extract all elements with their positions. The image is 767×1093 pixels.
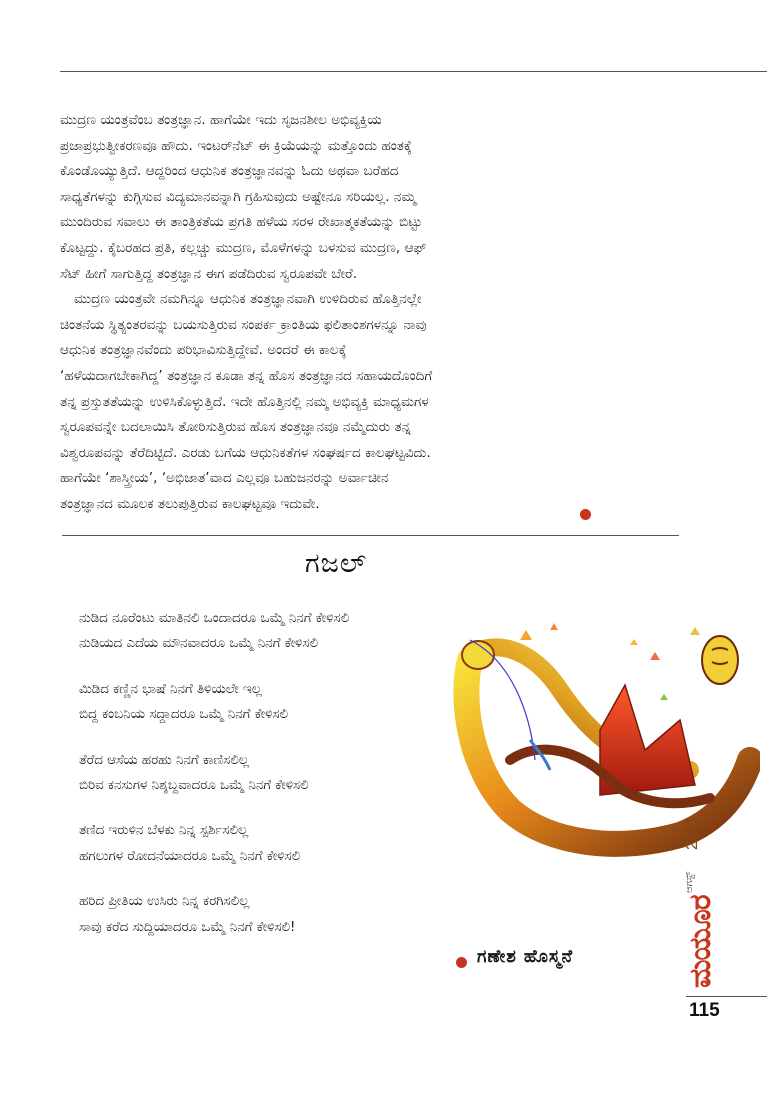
poem-line: ಸಾವು ಕರೆದ ಸುದ್ದಿಯಾದರೂ ಒಮ್ಮೆ ನಿನಗೆ ಕೇಳಿಸಲಿ! — [79, 919, 296, 935]
text-line: ಮುದ್ರಣ ಯಂತ್ರವೇ ನಮಗಿನ್ನೂ ಆಧುನಿಕ ತಂತ್ರಜ್ಞಾನವಾಗಿ ಉಳಿದಿರುವ ಹೊತ್ತಿನಲ್ಲೇ — [74, 292, 422, 308]
text-line: ವಿಶ್ವರೂಪವನ್ನು ತೆರೆದಿಟ್ಟಿದೆ. ಎರಡು ಬಗೆಯ ಆಧುನಿಕತೆಗಳ ಸಂಘರ್ಷದ ಕಾಲಘಟ್ಟವಿದು. — [60, 445, 431, 461]
illustration-leaf — [630, 639, 638, 645]
illustration-leaf — [520, 630, 532, 640]
poem-author: ಗಣೇಶ ಹೊಸ್ಮನೆ — [477, 947, 574, 967]
text-line: ಸೆಟ್ ಹೀಗೆ ಸಾಗುತ್ತಿದ್ದ ತಂತ್ರಜ್ಞಾನ ಈಗ ಪಡೆದಿರುವ ಸ್ವರೂಪವೇ ಬೇರೆ. — [60, 266, 358, 282]
text-line: ಪ್ರಜಾಪ್ರಭುತ್ವೀಕರಣವೂ ಹೌದು. ಇಂಟರ್‌ನೆಟ್ ಈ ಕ್ರಿಯೆಯನ್ನು ಮತ್ತೊಂದು ಹಂತಕ್ಕೆ — [60, 138, 412, 154]
poem-title: ಗಜಲ್ — [305, 548, 367, 579]
article-body — [60, 108, 620, 518]
article-end-bullet-icon — [580, 509, 591, 520]
page-number-rule — [686, 996, 767, 997]
poem-line: ಮಿಡಿದ ಕಣ್ಣಿನ ಭಾಷೆ ನಿನಗೆ ತಿಳಿಯಲೇ ಇಲ್ಲ — [79, 681, 262, 697]
text-line: ತಂತ್ರಜ್ಞಾನದ ಮೂಲಕ ತಲುಪುತ್ತಿರುವ ಕಾಲಘಟ್ಟವೂ ಇದುವೇ. — [60, 496, 320, 512]
text-line: ಚಿಂತನೆಯ ಸ್ಥಿತ್ಯಂತರವನ್ನು ಬಯಸುತ್ತಿರುವ ಸಂಪರ್ಕ ಕ್ರಾಂತಿಯ ಫಲಿತಾಂಶಗಳನ್ನೂ ನಾವು — [60, 317, 427, 333]
issue-year: 2011 — [684, 815, 701, 850]
illustration-head — [702, 636, 738, 684]
paragraph — [60, 287, 620, 517]
text-line: ಮುಂದಿರುವ ಸವಾಲು ಈ ತಾಂತ್ರಿಕತೆಯ ಪ್ರಗತಿ ಹಳೆಯ ಸರಳ ರೇಖಾತ್ಮಕತೆಯನ್ನು ಬಿಟ್ಟು — [60, 215, 423, 231]
text-line: ಕೊಂಡೊಯ್ಯುತ್ತಿದೆ. ಆದ್ದರಿಂದ ಆಧುನಿಕ ತಂತ್ರಜ್ಞಾನವನ್ನು ಓದು ಅಥವಾ ಬರೆಹದ — [60, 164, 399, 180]
paragraph — [60, 108, 620, 287]
poem-line: ಹರಿದ ಪ್ರೀತಿಯ ಉಸಿರು ನಿನ್ನ ಕರಗಿಸಲಿಲ್ಲ — [79, 894, 250, 910]
text-line: ‘ಹಳೆಯದಾಗಬೇಕಾಗಿದ್ದ’ ತಂತ್ರಜ್ಞಾನ ಕೂಡಾ ತನ್ನ ಹೊಸ ತಂತ್ರಜ್ಞಾನದ ಸಹಾಯದೊಂದಿಗೆ — [60, 368, 433, 384]
text-line: ತನ್ನ ಪ್ರಸ್ತುತತೆಯನ್ನು ಉಳಿಸಿಕೊಳ್ಳುತ್ತಿದೆ. ಇದೇ ಹೊತ್ತಿನಲ್ಲಿ ನಮ್ಮ ಅಭಿವ್ಯಕ್ತಿ ಮಾಧ್ಯಮಗಳ — [60, 394, 429, 410]
poem-line: ತಣಿದ ಇರುಳಿನ ಬೆಳಕು ನಿನ್ನ ಸ್ಪರ್ಶಿಸಲಿಲ್ಲ — [79, 823, 249, 839]
text-line: ಕೊಟ್ಟದ್ದು. ಕೈಬರಹದ ಪ್ರತಿ, ಕಲ್ಲಚ್ಚು ಮುದ್ರಣ, ಮೊಳೆಗಳನ್ನು ಬಳಸುವ ಮುದ್ರಣ, ಆಫ್ — [60, 240, 427, 256]
poem-line: ಬಿದ್ದ ಕಂಬನಿಯ ಸದ್ದಾದರೂ ಒಮ್ಮೆ ನಿನಗೆ ಕೇಳಿಸಲಿ — [79, 707, 289, 723]
text-line: ಹಾಗೆಯೇ ‘ಶಾಸ್ತ್ರೀಯ’, ‘ಅಭಿಜಾತ’ವಾದ ಎಲ್ಲವೂ ಬಹುಜನರನ್ನು ಅರ್ವಾಚೀನ — [60, 471, 389, 487]
illustration-leaf — [550, 623, 558, 630]
poem-line: ಬಿರಿವ ಕನಸುಗಳ ನಿಶ್ಶಬ್ದವಾದರೂ ಒಮ್ಮೆ ನಿನಗೆ ಕೇಳಿಸಲಿ — [79, 778, 309, 794]
author-bullet-icon — [456, 957, 467, 968]
magazine-name: ಮಯೂರ — [683, 895, 718, 988]
text-line: ಆಧುನಿಕ ತಂತ್ರಜ್ಞಾನವೆಂದು ಪರಿಭಾವಿಸುತ್ತಿದ್ದೇವೆ. ಅಂದರೆ ಈ ಕಾಲಕ್ಕೆ — [60, 343, 347, 359]
text-line: ಸ್ವರೂಪವನ್ನೇ ಬದಲಾಯಿಸಿ ತೋರಿಸುತ್ತಿರುವ ಹೊಸ ತಂತ್ರಜ್ಞಾನವೂ ನಮ್ಮೆದುರು ತನ್ನ — [60, 420, 412, 436]
couplet — [79, 889, 539, 940]
poem-line: ನುಡಿಯದ ಎದೆಯ ಮೌನವಾದರೂ ಒಮ್ಮೆ ನಿನಗೆ ಕೇಳಿಸಲಿ — [79, 636, 318, 652]
poem-line: ತೆರೆದ ಆಸೆಯ ಹರಹು ನಿನಗೆ ಕಾಣಿಸಲಿಲ್ಲ — [79, 752, 250, 768]
top-rule — [60, 71, 767, 72]
poem-line: ಹಗಲುಗಳ ರೋದನೆಯಾದರೂ ಒಮ್ಮೆ ನಿನಗೆ ಕೇಳಿಸಲಿ — [79, 848, 301, 864]
illustration-leaf — [690, 627, 700, 635]
illustration-leaf — [650, 652, 660, 660]
poem-illustration — [450, 620, 760, 860]
issue-month: ಆಗಸ್ಟ್ — [684, 871, 695, 893]
illustration-leaf — [660, 694, 668, 700]
page-number: 115 — [689, 1000, 720, 1021]
poem-line: ನುಡಿದ ನೂರೆಂಟು ಮಾತಿನಲಿ ಒಂದಾದರೂ ಒಮ್ಮೆ ನಿನಗೆ ಕೇಳಿಸಲಿ — [79, 611, 350, 626]
section-rule — [62, 535, 679, 536]
text-line: ಮುದ್ರಣ ಯಂತ್ರವೆಂಬ ತಂತ್ರಜ್ಞಾನ. ಹಾಗೆಯೇ ಇದು ಸೃಜನಶೀಲ ಅಭಿವ್ಯಕ್ತಿಯ — [60, 113, 382, 128]
text-line: ಸಾಧ್ಯತೆಗಳನ್ನು ಕುಗ್ಗಿಸುವ ವಿದ್ಯಮಾನವನ್ನಾಗಿ ಗ್ರಹಿಸುವುದು ಅಷ್ಟೇನೂ ಸರಿಯಲ್ಲ. ನಮ್ಮ — [60, 189, 417, 205]
